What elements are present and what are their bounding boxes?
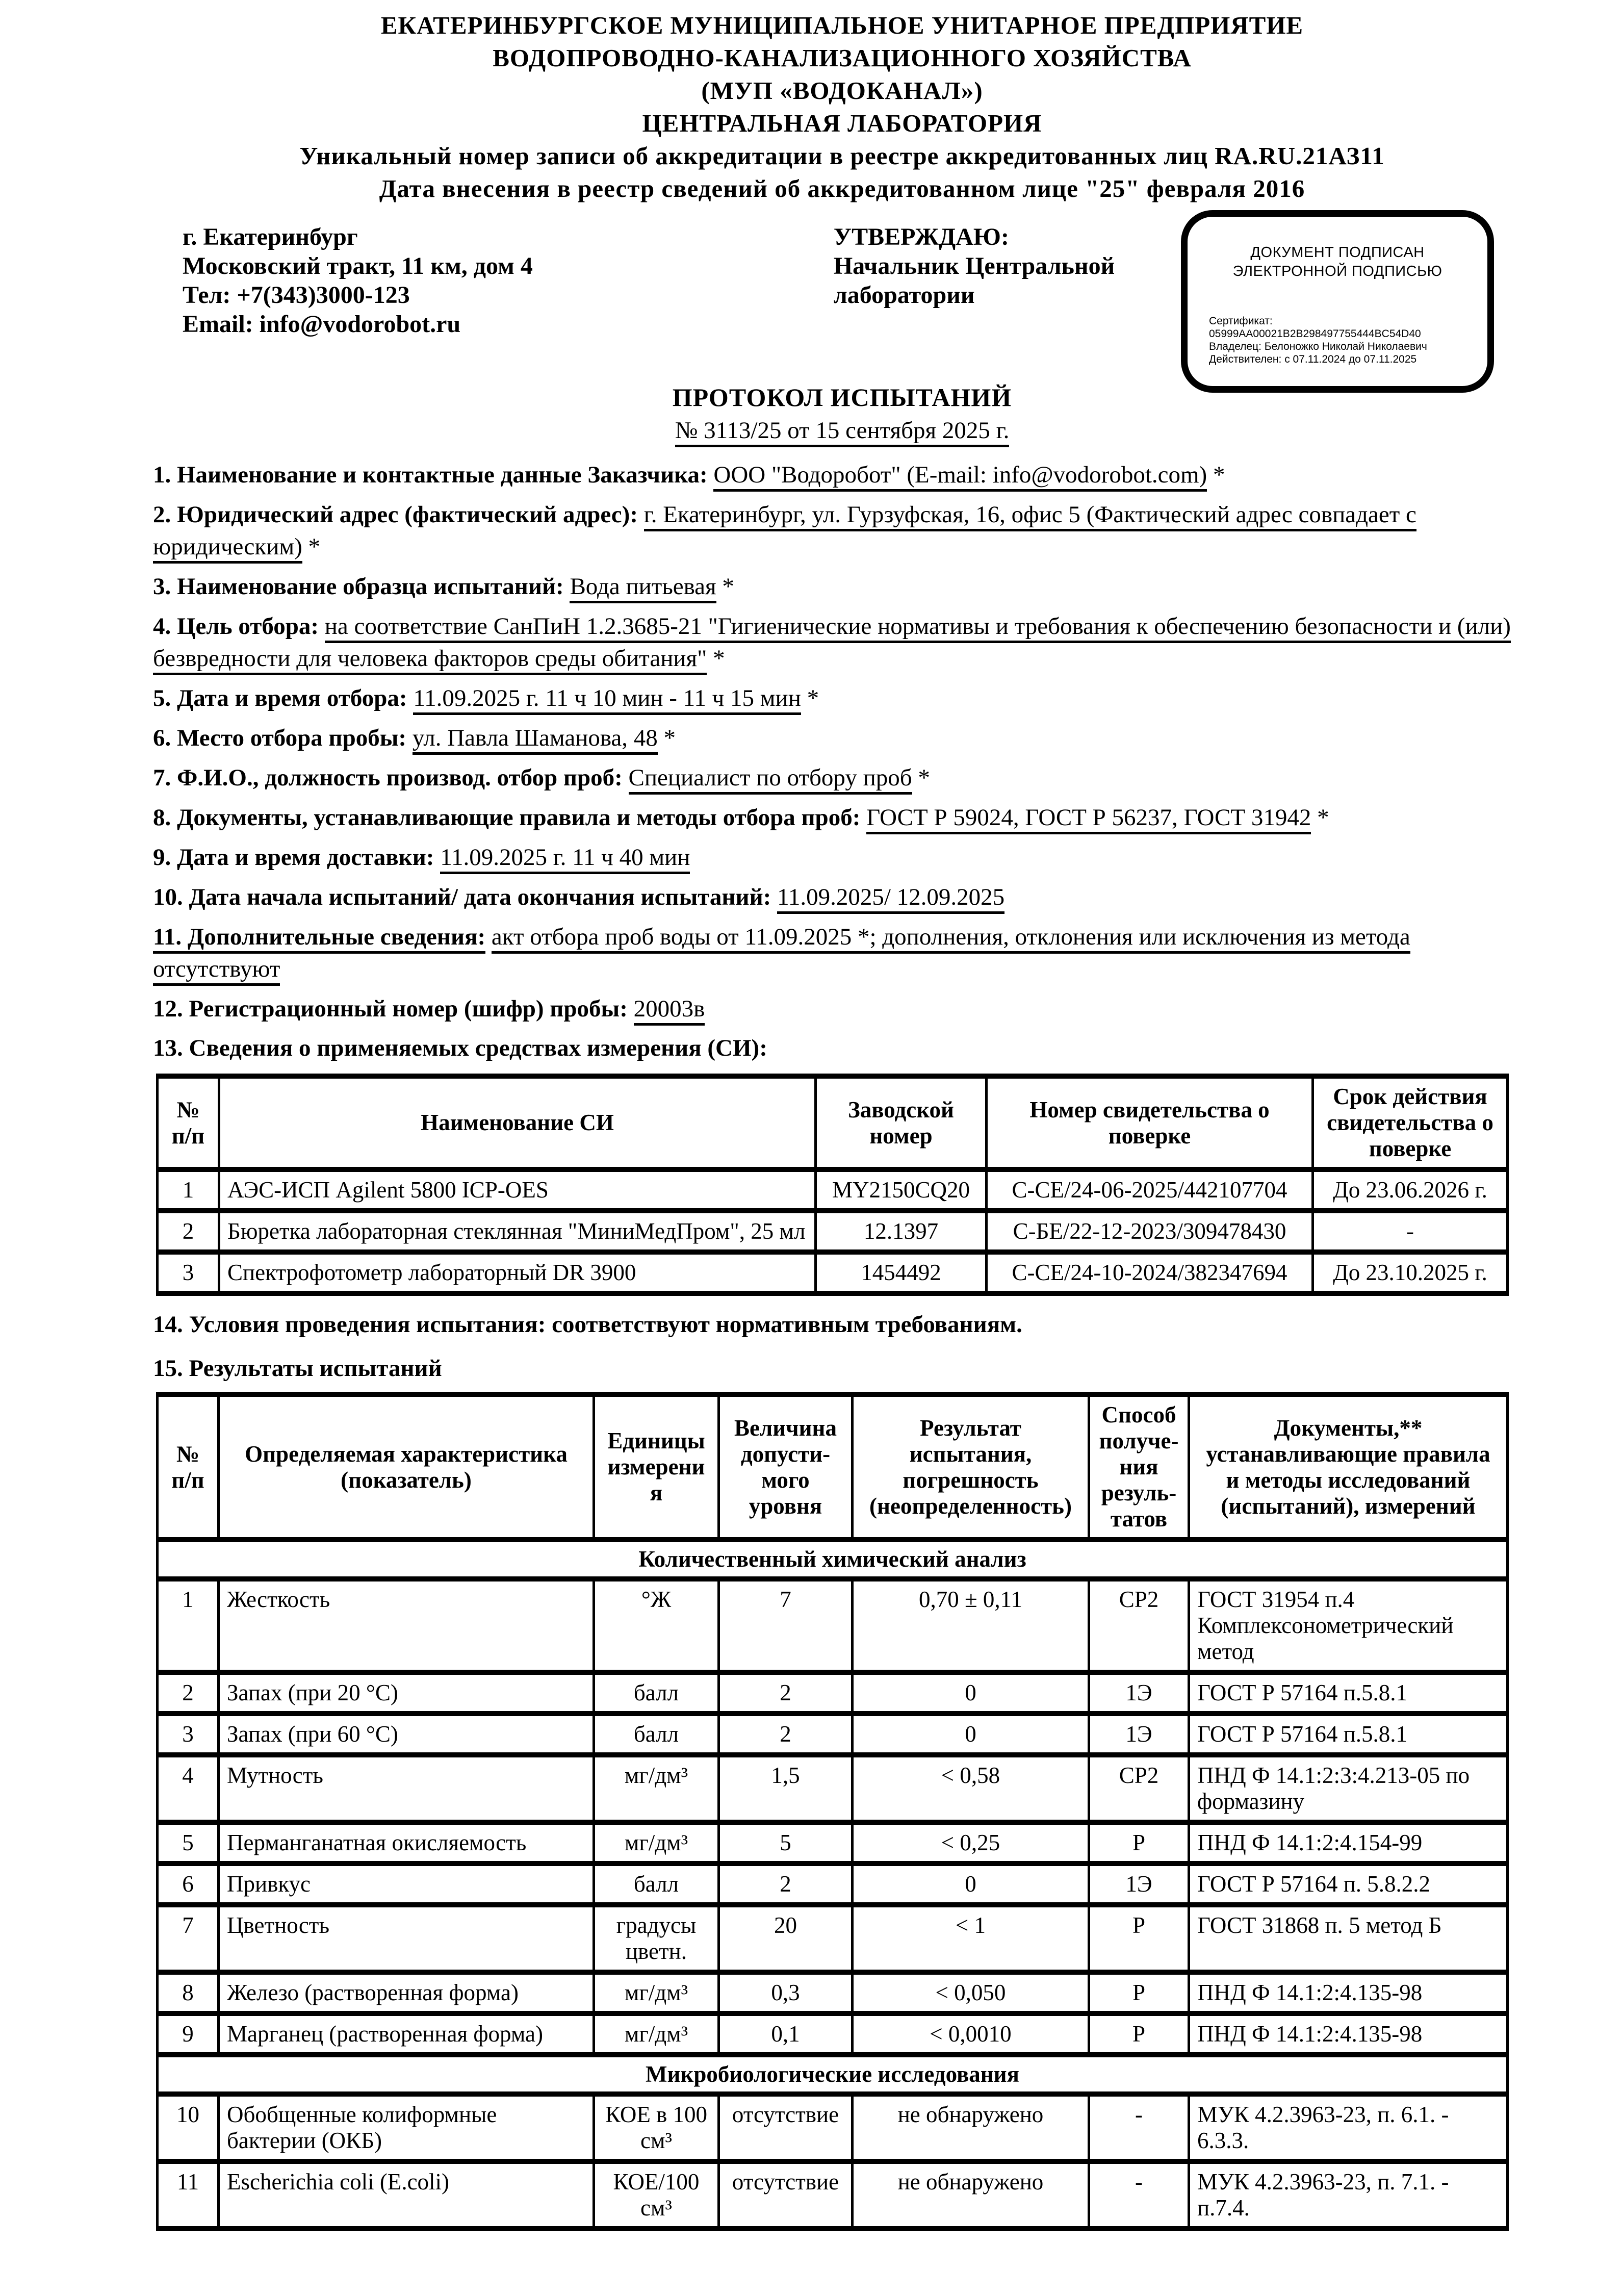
org-name-line: (МУП «ВОДОКАНАЛ») [701,76,983,105]
results-table-cell: Запах (при 60 °С) [219,1714,594,1755]
results-table-cell: мг/дм³ [594,1755,719,1822]
results-table-cell: 0,70 ± 0,11 [853,1579,1089,1672]
approval-word: УТВЕРЖДАЮ: [833,223,1009,250]
results-table-cell: - [1089,2094,1189,2161]
item-label: 1. Наименование и контактные данные Заказчика: [153,462,708,488]
protocol-item [153,571,1531,603]
results-table-cell: < 0,0010 [853,2013,1089,2055]
results-group-row [158,1540,1508,1579]
approval-position: лаборатории [833,282,975,309]
results-table-cell: Escherichia coli (E.coli) [219,2161,594,2229]
item-value: на соответствие СанПиН 1.2.3685-21 "Гигиенические нормативы и требования к обеспечению безопасности и (или) безвредности для человека факторов среды обитания" [153,613,1511,675]
results-table-row [158,1905,1508,1972]
measuring-instruments-table [156,1074,1509,1296]
item-asterisk: * [807,685,819,711]
results-header-num: № п/п [158,1394,219,1540]
results-table-cell: ГОСТ 31954 п.4 Комплексонометрический метод [1189,1579,1508,1672]
item-asterisk: * [722,573,734,600]
protocol-item [153,722,1531,754]
results-table-cell: 7 [158,1905,219,1972]
results-table-cell: СР2 [1089,1579,1189,1672]
registry-date-line: Дата внесения в реестр сведений об аккредитованном лице "25" февраля 2016 [379,174,1305,202]
item-asterisk: * [1317,804,1329,831]
item-value: Специалист по отбору проб [629,764,912,795]
results-table-row [158,1672,1508,1714]
results-table-cell: ГОСТ 31868 п. 5 метод Б [1189,1905,1508,1972]
results-table-cell: 3 [158,1714,219,1755]
results-table-cell: мг/дм³ [594,1822,719,1864]
results-table-cell: Жесткость [219,1579,594,1672]
results-table-cell: Р [1089,1905,1189,1972]
results-header-result: Результат испытания, погрешность (неопределенность) [853,1394,1089,1540]
results-table-cell: мг/дм³ [594,1972,719,2013]
si-table-cell: 12.1397 [816,1211,987,1252]
results-table-cell: 0 [853,1714,1089,1755]
item-value: г. Екатеринбург, ул. Гурзуфская, 16, офис 5 (Фактический адрес совпадает с юридическим) [153,501,1416,564]
section-13-label: 13. Сведения о применяемых средствах измерения (СИ): [153,1035,767,1061]
item-label: 4. Цель отбора: [153,613,319,640]
item-label: 5. Дата и время отбора: [153,685,407,711]
results-table-cell: Р [1089,1822,1189,1864]
item-asterisk: * [918,764,930,791]
results-table-cell: Перманганатная окисляемость [219,1822,594,1864]
results-table-cell: Обобщенные колиформные бактерии (ОКБ) [219,2094,594,2161]
item-label: 12. Регистрационный номер (шифр) пробы: [153,996,628,1022]
si-table-cell: АЭС-ИСП Agilent 5800 ICP-OES [219,1169,816,1211]
results-table-cell: 10 [158,2094,219,2161]
si-table-cell: 1 [158,1169,219,1211]
results-table-cell: 1 [158,1579,219,1672]
contact-city: г. Екатеринбург [183,223,358,250]
stamp-certificate: Сертификат: 05999AA00021B2B298497755444BC54D40 [1209,315,1421,340]
item-label: 3. Наименование образца испытаний: [153,573,564,600]
section-15-label: 15. Результаты испытаний [153,1355,442,1382]
results-table-cell: 1,5 [719,1755,853,1822]
results-table-cell: не обнаружено [853,2161,1089,2229]
protocol-item [153,499,1531,563]
results-table-cell: 8 [158,1972,219,2013]
results-table-cell: 1Э [1089,1672,1189,1714]
results-table-cell: 4 [158,1755,219,1822]
si-table-cell: С-СЕ/24-10-2024/382347694 [987,1252,1313,1293]
item-asterisk: * [713,645,725,672]
contact-block [183,222,533,339]
results-table-cell: ГОСТ Р 57164 п.5.8.1 [1189,1672,1508,1714]
org-lab-line: ЦЕНТРАЛЬНАЯ ЛАБОРАТОРИЯ [642,109,1042,137]
results-table-cell: 11 [158,2161,219,2229]
si-table-cell: До 23.10.2025 г. [1313,1252,1508,1293]
results-table-cell: СР2 [1089,1755,1189,1822]
results-table-cell: Р [1089,1972,1189,2013]
results-table-cell: 0 [853,1672,1089,1714]
results-table-cell: отсутствие [719,2161,853,2229]
accreditation-number-line: Уникальный номер записи об аккредитации в реестре аккредитованных лиц RA.RU.21АЗ11 [299,142,1385,170]
results-table-cell: балл [594,1672,719,1714]
electronic-signature-stamp [1181,210,1494,393]
stamp-title-line: ЭЛЕКТРОННОЙ ПОДПИСЬЮ [1232,263,1442,279]
protocol-item [153,610,1531,675]
results-table-row [158,1822,1508,1864]
stamp-details [1209,315,1466,366]
si-table-row [158,1169,1508,1211]
protocol-item [153,762,1531,794]
results-table-cell: Марганец (растворенная форма) [219,2013,594,2055]
si-table-row [158,1211,1508,1252]
item-asterisk: * [308,533,320,560]
results-table-cell: Железо (растворенная форма) [219,1972,594,2013]
item-label: 10. Дата начала испытаний/ дата окончания испытаний: [153,884,771,910]
item-value: 11.09.2025 г. 11 ч 40 мин [440,844,690,874]
results-table-row [158,2094,1508,2161]
results-table-cell: ПНД Ф 14.1:2:3:4.213-05 по формазину [1189,1755,1508,1822]
results-table-cell: ГОСТ Р 57164 п.5.8.1 [1189,1714,1508,1755]
item-asterisk: * [663,725,676,751]
results-table-cell: Р [1089,2013,1189,2055]
si-table-cell: Бюретка лабораторная стеклянная "МиниМедПром", 25 мл [219,1211,816,1252]
si-table-cell: 1454492 [816,1252,987,1293]
results-table-cell: 7 [719,1579,853,1672]
si-table-cell: - [1313,1211,1508,1252]
results-table-row [158,1579,1508,1672]
si-table-row [158,1252,1508,1293]
si-header-num: № п/п [158,1076,219,1169]
results-header-documents: Документы,** устанавливающие правила и методы исследований (испытаний), измерений [1189,1394,1508,1540]
results-group-title: Количественный химический анализ [158,1540,1508,1579]
si-header-serial: Заводской номер [816,1076,987,1169]
document-number [153,416,1531,445]
results-table-cell: °Ж [594,1579,719,1672]
results-table-header-row [158,1394,1508,1540]
results-table-cell: 6 [158,1864,219,1905]
results-table-cell: ПНД Ф 14.1:2:4.154-99 [1189,1822,1508,1864]
results-table-row [158,2161,1508,2229]
item-label: 7. Ф.И.О., должность производ. отбор проб: [153,764,623,791]
contact-phone: Тел: +7(343)3000-123 [183,282,410,309]
results-table-row [158,2013,1508,2055]
item-value: акт отбора проб воды от 11.09.2025 *; дополнения, отклонения или исключения из метода отсутствуют [153,924,1410,986]
results-table-cell: ГОСТ Р 57164 п. 5.8.2.2 [1189,1864,1508,1905]
results-header-units: Единицы измерения [594,1394,719,1540]
si-table-cell: MY2150CQ20 [816,1169,987,1211]
protocol-item [153,682,1531,715]
results-table-cell: < 0,050 [853,1972,1089,2013]
item-label: 8. Документы, устанавливающие правила и методы отбора проб: [153,804,861,831]
item-asterisk: * [1213,462,1225,488]
results-table-cell: ПНД Ф 14.1:2:4.135-98 [1189,1972,1508,2013]
document-title: ПРОТОКОЛ ИСПЫТАНИЙ [672,383,1012,412]
results-table-cell: - [1089,2161,1189,2229]
results-header-characteristic: Определяемая характеристика (показатель) [219,1394,594,1540]
si-table-cell: До 23.06.2026 г. [1313,1169,1508,1211]
si-header-name: Наименование СИ [219,1076,816,1169]
results-table-cell: КОЕ в 100 см³ [594,2094,719,2161]
contact-email: Email: info@vodorobot.ru [183,311,461,338]
protocol-item [153,459,1531,491]
contact-address: Московский тракт, 11 км, дом 4 [183,252,533,279]
si-table-cell: С-БЕ/22-12-2023/309478430 [987,1211,1313,1252]
approval-position: Начальник Центральной [833,252,1115,279]
document-number-text: № 3113/25 от 15 сентября 2025 г. [675,417,1010,447]
stamp-owner: Владелец: Белоножко Николай Николаевич [1209,341,1427,352]
item-label: 6. Место отбора пробы: [153,725,407,751]
results-table-cell: 9 [158,2013,219,2055]
results-table-row [158,1972,1508,2013]
results-group-title: Микробиологические исследования [158,2055,1508,2094]
protocol-item [153,802,1531,834]
results-table-cell: 1Э [1089,1714,1189,1755]
org-name-line: ВОДОПРОВОДНО-КАНАЛИЗАЦИОННОГО ХОЗЯЙСТВА [493,44,1192,72]
results-table-cell: МУК 4.2.3963-23, п. 6.1. - 6.3.3. [1189,2094,1508,2161]
results-table-cell: 0,3 [719,1972,853,2013]
protocol-item [153,993,1531,1025]
item-value: 11.09.2025 г. 11 ч 10 мин - 11 ч 15 мин [413,685,801,715]
si-table-cell: Спектрофотометр лабораторный DR 3900 [219,1252,816,1293]
results-table-cell: Цветность [219,1905,594,1972]
approval-block [834,222,1160,339]
results-table-cell: Запах (при 20 °С) [219,1672,594,1714]
si-table-cell: 3 [158,1252,219,1293]
results-table-cell: 2 [719,1672,853,1714]
stamp-validity: Действителен: с 07.11.2024 до 07.11.2025 [1209,353,1417,365]
test-results-table [156,1392,1509,2231]
results-table-cell: 2 [719,1714,853,1755]
results-table-cell: мг/дм³ [594,2013,719,2055]
results-table-cell: 20 [719,1905,853,1972]
stamp-title [1209,243,1466,281]
results-table-cell: 2 [719,1864,853,1905]
item-value: Вода питьевая [570,573,716,603]
item-value: ул. Павла Шаманова, 48 [413,725,658,755]
results-group-row [158,2055,1508,2094]
protocol-item [153,881,1531,913]
results-table-cell: < 1 [853,1905,1089,1972]
results-table-cell: балл [594,1864,719,1905]
results-header-method: Способ получе-ния резуль-татов [1089,1394,1189,1540]
results-table-row [158,1864,1508,1905]
results-table-cell: 1Э [1089,1864,1189,1905]
results-table-cell: 2 [158,1672,219,1714]
section-14-conditions: 14. Условия проведения испытания: соответствуют нормативным требованиям. [153,1311,1022,1338]
results-table-cell: Привкус [219,1864,594,1905]
item-value: ГОСТ Р 59024, ГОСТ Р 56237, ГОСТ 31942 [866,804,1311,834]
si-header-certificate: Номер свидетельства о поверке [987,1076,1313,1169]
results-table-row [158,1755,1508,1822]
stamp-title-line: ДОКУМЕНТ ПОДПИСАН [1250,244,1425,261]
item-label: 2. Юридический адрес (фактический адрес): [153,501,638,528]
results-table-cell: 0,1 [719,2013,853,2055]
item-label: 11. Дополнительные сведения: [153,924,485,954]
si-table-cell: С-СЕ/24-06-2025/442107704 [987,1169,1313,1211]
results-table-cell: балл [594,1714,719,1755]
results-table-cell: КОЕ/100 см³ [594,2161,719,2229]
org-name-line: ЕКАТЕРИНБУРГСКОЕ МУНИЦИПАЛЬНОЕ УНИТАРНОЕ ПРЕДПРИЯТИЕ [380,11,1304,39]
results-table-cell: 0 [853,1864,1089,1905]
results-table-cell: МУК 4.2.3963-23, п. 7.1. - п.7.4. [1189,2161,1508,2229]
results-table-cell: ПНД Ф 14.1:2:4.135-98 [1189,2013,1508,2055]
results-table-cell: 5 [719,1822,853,1864]
results-table-cell: отсутствие [719,2094,853,2161]
results-header-limit: Величина допусти-мого уровня [719,1394,853,1540]
results-table-cell: градусы цветн. [594,1905,719,1972]
results-table-cell: Мутность [219,1755,594,1822]
item-value: 11.09.2025/ 12.09.2025 [777,884,1004,914]
results-table-cell: 5 [158,1822,219,1864]
si-table-cell: 2 [158,1211,219,1252]
results-table-row [158,1714,1508,1755]
results-table-cell: < 0,58 [853,1755,1089,1822]
org-header [153,9,1531,205]
si-header-validity: Срок действия свидетельства о поверке [1313,1076,1508,1169]
protocol-item [153,841,1531,874]
item-label: 9. Дата и время доставки: [153,844,434,871]
protocol-item [153,921,1531,985]
results-table-cell: не обнаружено [853,2094,1089,2161]
results-table-cell: < 0,25 [853,1822,1089,1864]
item-value: 20003в [634,996,705,1026]
items-list [153,459,1531,1025]
item-value: ООО "Водоробот" (E-mail: info@vodorobot.com) [713,462,1207,492]
si-table-header-row [158,1076,1508,1169]
